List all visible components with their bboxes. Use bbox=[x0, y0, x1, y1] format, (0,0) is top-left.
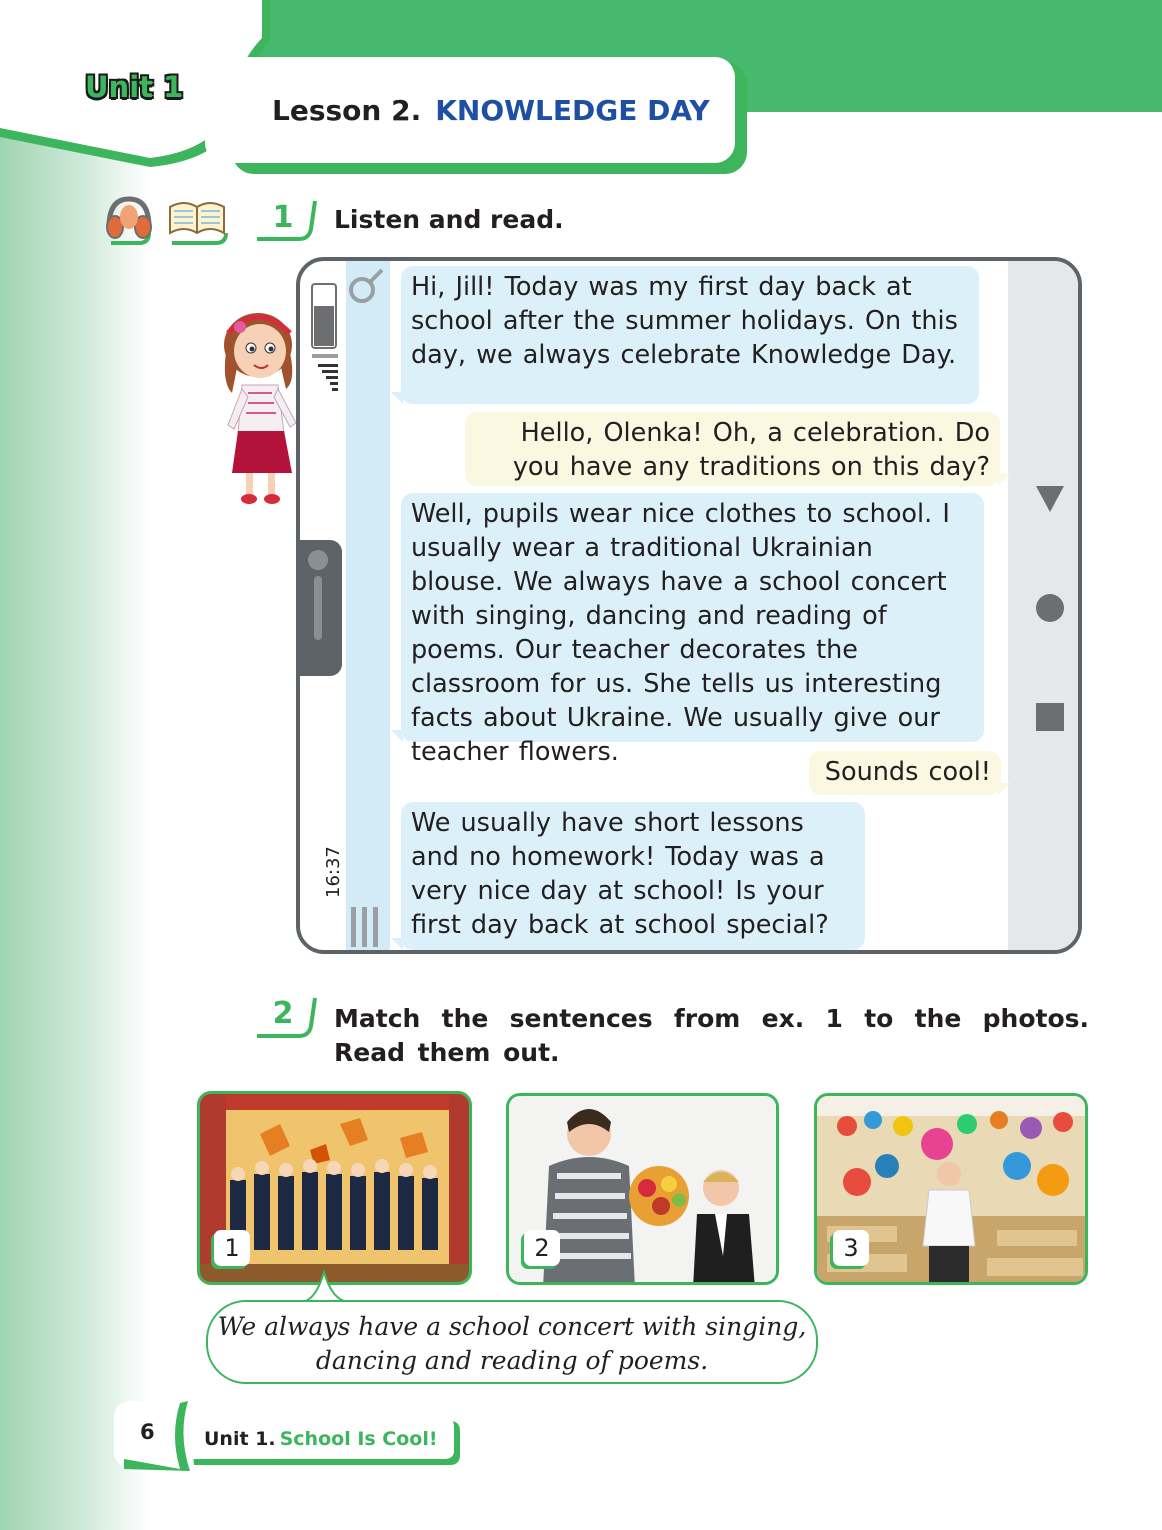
exercise-2-number: 2 bbox=[272, 996, 294, 1031]
book-icon[interactable] bbox=[166, 193, 228, 248]
caption-pointer bbox=[300, 1270, 350, 1304]
exercise-2-instruction: Match the sentences from ex. 1 to the photos. Read them out. bbox=[334, 1004, 1089, 1067]
bubble-tail bbox=[391, 938, 403, 950]
lesson-name: KNOWLEDGE DAY bbox=[435, 94, 710, 127]
exercise-1-instruction: Listen and read. bbox=[334, 205, 564, 234]
battery-icon bbox=[308, 280, 342, 400]
message-bubble: Hello, Olenka! Oh, a celebration. Do you have any traditions on this day? bbox=[465, 412, 1000, 486]
headphones-icon[interactable] bbox=[103, 193, 158, 248]
footer-unit-title bbox=[204, 1428, 438, 1450]
message-bubble: Sounds cool! bbox=[809, 751, 1001, 795]
recent-square-icon[interactable] bbox=[1036, 703, 1064, 731]
chat-side-strip bbox=[346, 261, 390, 950]
photo-number-label: 1 bbox=[214, 1230, 250, 1266]
message-bubble: Hi, Jill! Today was my first day back at school after the summer holidays. On this day, we always celebrate Knowledge Day. bbox=[401, 266, 979, 404]
lesson-number: Lesson 2. bbox=[272, 94, 422, 127]
bubble-tail bbox=[391, 730, 403, 742]
chat-time: 16:37 bbox=[323, 846, 344, 898]
example-sentence-bubble: We always have a school concert with singing, dancing and reading of poems. bbox=[206, 1300, 818, 1384]
footer-unit-name: School Is Cool! bbox=[279, 1428, 438, 1450]
footer-unit-label: Unit 1. bbox=[204, 1428, 276, 1450]
home-circle-icon[interactable] bbox=[1035, 593, 1065, 623]
search-icon[interactable] bbox=[346, 266, 386, 306]
phone-side-button[interactable] bbox=[296, 540, 342, 676]
bubble-tail bbox=[998, 474, 1010, 486]
photo-number-label: 2 bbox=[524, 1230, 560, 1266]
back-triangle-icon[interactable] bbox=[1034, 484, 1066, 514]
lesson-title bbox=[272, 94, 710, 127]
photo-number-label: 3 bbox=[833, 1230, 869, 1266]
message-bubble: We usually have short lessons and no homework! Today was a very nice day at school! Is your first day back at school special? bbox=[401, 802, 865, 950]
exercise-1-number: 1 bbox=[272, 200, 294, 235]
bubble-tail bbox=[998, 783, 1010, 795]
message-bubble: Well, pupils wear nice clothes to school. I usually wear a traditional Ukrainian blouse. We always have a school concert with singing, dancing and reading of poems. Our teacher decorates the classroom for us. She tells us interesting facts about Ukraine. We usually give our teacher flowers. bbox=[401, 493, 984, 742]
bubble-tail bbox=[391, 392, 403, 404]
menu-lines-icon[interactable] bbox=[349, 905, 383, 949]
page-number: 6 bbox=[140, 1420, 155, 1444]
unit-badge: Unit 1 bbox=[85, 70, 184, 104]
